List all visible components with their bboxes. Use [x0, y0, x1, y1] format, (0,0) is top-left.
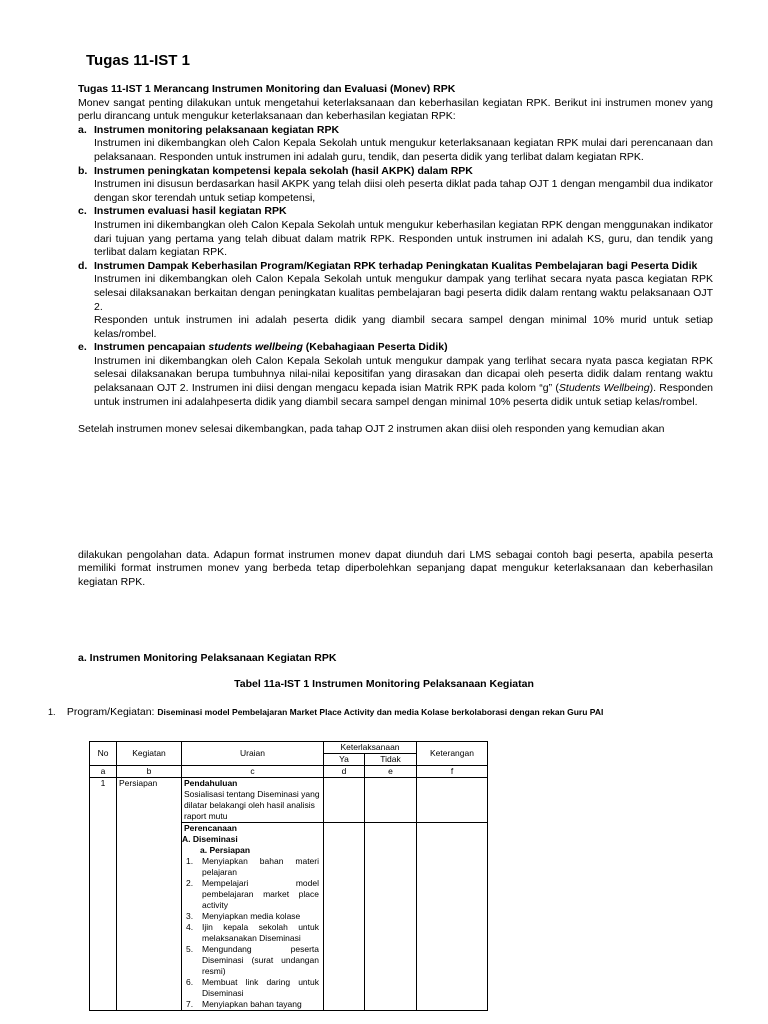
list-item: 7. Menyiapkan bahan tayang: [186, 999, 302, 1009]
closing-paragraph-2: dilakukan pengolahan data. Adapun format instrumen monev dapat diunduh dari LMS sebagai contoh bagi peserta, apabila peserta memiliki format instrumen monev yang berbeda tetap diperbolehkan sepanjang dapat mengukur keterlaksanaan dan keberhasilan kegiatan RPK.: [78, 548, 713, 589]
col-header-tidak: Tidak: [365, 754, 417, 766]
list-item: a. Instrumen monitoring pelaksanaan kegiatan RPK Instrumen ini dikembangkan oleh Calon Kepala Sekolah untuk mengukur keterlaksanaan kegiatan RPK mulai dari perencanaan dan pelaksanaan. Responden untuk instrumen ini adalah guru, tendik, dan peserta didik yang terlibat dalam kegiatan RPK.: [78, 123, 713, 163]
item-title: Instrumen evaluasi hasil kegiatan RPK: [94, 205, 287, 218]
closing-paragraph-1: Setelah instrumen monev selesai dikembangkan, pada tahap OJT 2 instrumen akan diisi oleh responden yang kemudian akan: [78, 423, 665, 436]
col-header-ya: Ya: [324, 754, 365, 766]
table-caption: Tabel 11a-IST 1 Instrumen Monitoring Pelaksanaan Kegiatan: [234, 678, 534, 690]
list-item: 3. Menyiapkan media kolase: [186, 911, 301, 921]
item-title: Instrumen Dampak Keberhasilan Program/Kegiatan RPK terhadap Peningkatan Kualitas Pembelajaran bagi Peserta Didik: [94, 259, 698, 272]
cell-uraian-perencanaan: Perencanaan A. Diseminasi a. Persiapan 1. Menyiapkan bahan materi pelajaran 2. Mempelajari model pembelajaran market place activity 3. Menyiapkan media kolase 4. Ijin kepala sekolah untuk melaksanakan Diseminasi 5. Mengundang peserta Diseminasi (surat undangan resmi) 6. Membuat link daring untuk Diseminasi 7. Menyiapkan bahan tayang: [182, 823, 324, 1011]
cell-tidak[interactable]: [365, 823, 417, 1011]
list-item: d. Instrumen Dampak Keberhasilan Program/Kegiatan RPK terhadap Peningkatan Kualitas Pembelajaran bagi Peserta Didik Instrumen ini dikembangkan oleh Calon Kepala Sekolah untuk mengukur dampak yang terlihat secara nyata pasca kegiatan RPK selesai dilaksanakan berkaitan dengan peningkatan kualitas pembelajaran bagi peserta didik dalam rentang waktu pelaksanaan OJT 2. Responden untuk instrumen ini adalah peserta didik yang diambil secara sampel dengan minimal 10% murid untuk setiap kelas/rombel.: [78, 259, 713, 340]
item-text: Instrumen ini disusun berdasarkan hasil AKPK yang telah diisi oleh peserta diklat pada tahap OJT 1 dengan mengambil dua indikator dengan skor terendah untuk setiap kompetensi,: [94, 178, 713, 204]
cell-ya[interactable]: [324, 823, 365, 1011]
item-text: Instrumen ini dikembangkan oleh Calon Kepala Sekolah untuk mengukur dampak yang terlihat secara nyata pasca kegiatan RPK selesai dilaksanakan berupa tumbuhnya nilai-nilai kepositifan yang dirasakan dan dicapai oleh peserta didik dalam rentang waktu pelaksanaan OJT 2. Instrumen ini diisi dengan mengacu kepada isian Matrik RPK pada kolom “g” (Students Wellbeing). Responden untuk instrumen ini adalahpeserta didik yang diambil secara sampel dengan minimal 10% peserta didik untuk setiap kelas/rombel.: [94, 354, 714, 408]
table-code-row: a b c d e f: [90, 766, 488, 778]
cell-keterangan[interactable]: [417, 778, 488, 823]
list-item: b. Instrumen peningkatan kompetensi kepala sekolah (hasil AKPK) dalam RPK Instrumen ini disusun berdasarkan hasil AKPK yang telah diisi oleh peserta diklat pada tahap OJT 1 dengan mengambil dua indikator dengan skor terendah untuk setiap kompetensi,: [78, 164, 713, 204]
cell-keterangan[interactable]: [417, 823, 488, 1011]
cell-tidak[interactable]: [365, 778, 417, 823]
program-line: 1. Program/Kegiatan: Diseminasi model Pembelajaran Market Place Activity dan media Kolase berkolaborasi dengan rekan Guru PAI: [48, 706, 604, 718]
list-item: 4. Ijin kepala sekolah untuk melaksanakan Diseminasi: [186, 922, 319, 943]
item-title: Instrumen peningkatan kompetensi kepala sekolah (hasil AKPK) dalam RPK: [94, 164, 473, 177]
document-body: [78, 83, 713, 590]
cell-no: 1: [90, 778, 117, 1011]
heading: Tugas 11-IST 1 Merancang Instrumen Monitoring dan Evaluasi (Monev) RPK: [78, 83, 456, 95]
item-title: Instrumen pencapaian students wellbeing (Kebahagiaan Peserta Didik): [94, 341, 448, 354]
col-header-keterlaksanaan: Keterlaksanaan: [324, 742, 417, 754]
cell-uraian-pendahuluan: Pendahuluan Sosialisasi tentang Diseminasi yang dilatar belakangi oleh hasil analisis raport mutu: [182, 778, 324, 823]
section-heading: a. Instrumen Monitoring Pelaksanaan Kegiatan RPK: [78, 652, 337, 664]
table-row: [90, 778, 488, 823]
item-text: Responden untuk instrumen ini adalah peserta didik yang diambil secara sampel dengan minimal 10% murid untuk setiap kelas/rombel.: [94, 314, 713, 340]
col-header-kegiatan: Kegiatan: [117, 742, 182, 766]
item-title: Instrumen monitoring pelaksanaan kegiatan RPK: [94, 123, 340, 136]
list-item: e. Instrumen pencapaian students wellbeing (Kebahagiaan Peserta Didik) Instrumen ini dikembangkan oleh Calon Kepala Sekolah untuk mengukur dampak yang terlihat secara nyata pasca kegiatan RPK selesai dilaksanakan berupa tumbuhnya nilai-nilai kepositifan yang dirasakan dan dicapai oleh peserta didik dalam rentang waktu pelaksanaan OJT 2. Instrumen ini diisi dengan mengacu kepada isian Matrik RPK pada kolom “g” (Students Wellbeing). Responden untuk instrumen ini adalahpeserta didik yang diambil secara sampel dengan minimal 10% peserta didik untuk setiap kelas/rombel.: [78, 341, 714, 408]
item-text: Instrumen ini dikembangkan oleh Calon Kepala Sekolah untuk mengukur dampak yang terlihat secara nyata pasca kegiatan RPK selesai dilaksanakan berkaitan dengan peningkatan kualitas pembelajaran bagi peserta didik dalam rentang waktu pelaksanaan OJT 2.: [94, 273, 713, 313]
cell-kegiatan: Persiapan: [117, 778, 182, 1011]
document-title: Tugas 11-IST 1: [86, 52, 190, 69]
col-header-keterangan: Keterangan: [417, 742, 488, 766]
list-item: 6. Membuat link daring untuk Diseminasi: [186, 977, 319, 998]
cell-ya[interactable]: [324, 778, 365, 823]
steps-list: [182, 856, 321, 1010]
item-text: Instrumen ini dikembangkan oleh Calon Kepala Sekolah untuk mengukur keterlaksanaan kegiatan RPK mulai dari perencanaan dan pelaksanaan. Responden untuk instrumen ini adalah guru, tendik, dan peserta didik yang terlibat dalam kegiatan RPK.: [94, 137, 713, 163]
col-header-no: No: [90, 742, 117, 766]
list-item: 2. Mempelajari model pembelajaran market place activity: [186, 878, 319, 910]
list-item: 5. Mengundang peserta Diseminasi (surat undangan resmi): [186, 944, 319, 976]
col-header-uraian: Uraian: [182, 742, 324, 766]
list-item: 1. Menyiapkan bahan materi pelajaran: [186, 856, 319, 877]
item-text: Instrumen ini dikembangkan oleh Calon Kepala Sekolah untuk mengukur keberhasilan kegiatan RPK dengan menggunakan indikator dari tujuan yang pertama yang telah dibuat dalam matrik RPK. Responden untuk instrumen ini adalah KS, guru, dan tendik yang terlibat dalam kegiatan RPK.: [94, 218, 713, 259]
intro-paragraph: Monev sangat penting dilakukan untuk mengetahui keterlaksanaan dan keberhasilan kegiatan RPK. Berikut ini instrumen monev yang perlu dirancang untuk mengukur keterlaksanaan dan keberhasilan kegiatan RPK:: [78, 96, 713, 123]
monitoring-table: [89, 741, 488, 1011]
list-item: c. Instrumen evaluasi hasil kegiatan RPK Instrumen ini dikembangkan oleh Calon Kepala Sekolah untuk mengukur keberhasilan kegiatan RPK dengan menggunakan indikator dari tujuan yang pertama yang telah dibuat dalam matrik RPK. Responden untuk instrumen ini adalah KS, guru, dan tendik yang terlibat dalam kegiatan RPK.: [78, 205, 713, 259]
